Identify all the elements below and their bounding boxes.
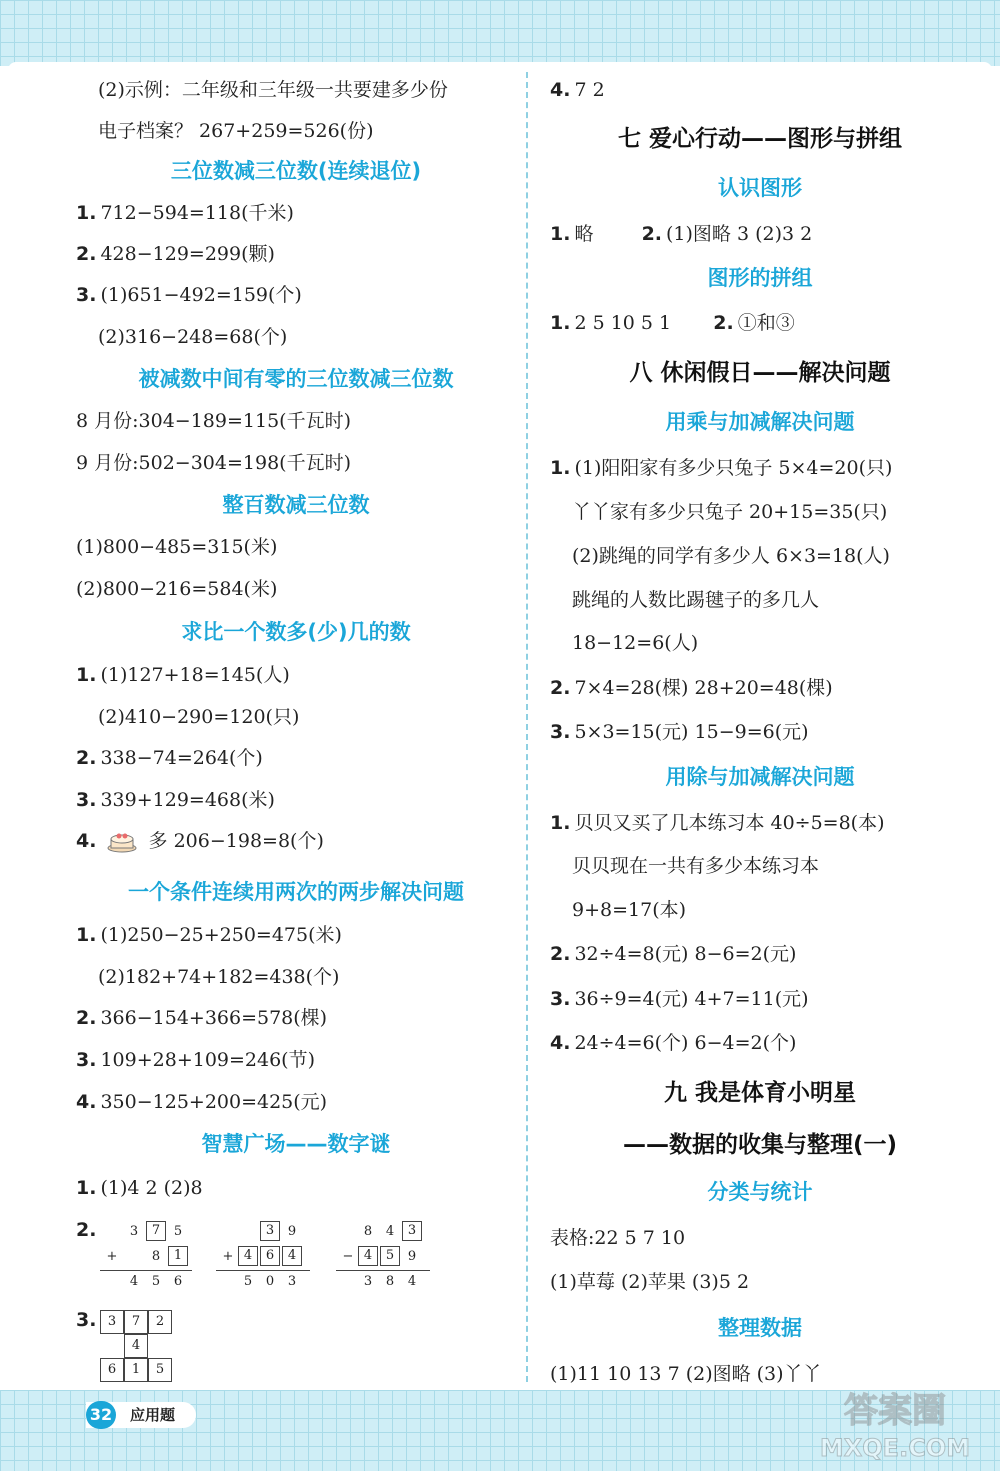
answer-line: 跳绳的人数比踢毽子的多几人 <box>572 589 820 611</box>
digit-puzzle-b <box>216 1220 312 1290</box>
answer-line: 1. 712−594=118(千米) <box>76 202 294 224</box>
answer-line: 3. 109+28+109=246(节) <box>76 1049 316 1071</box>
answer-line: 2. 338−74=264(个) <box>76 747 263 769</box>
answer-line: 18−12=6(人) <box>572 632 699 654</box>
answer-line: 4. 350−125+200=425(元) <box>76 1091 328 1113</box>
answer-line: 2. 7×4=28(棵) 28+20=48(棵) <box>550 677 833 699</box>
puzzle-operator: + <box>106 1249 118 1264</box>
puzzle-digit: 9 <box>407 1249 417 1264</box>
puzzle-digit: 9 <box>287 1224 297 1239</box>
answer-line: 4. 7 2 <box>550 79 605 101</box>
puzzle-digit: 6 <box>173 1274 183 1289</box>
section-heading: 三位数减三位数(连续退位) <box>170 159 422 183</box>
answer-line: (1)800−485=315(米) <box>76 536 278 558</box>
watermark-logo <box>800 1380 990 1465</box>
section-heading: 认识图形 <box>718 176 802 200</box>
puzzle-box: 4 <box>238 1246 258 1266</box>
grid-cell: 1 <box>124 1358 148 1382</box>
grid-cell: 2 <box>148 1310 172 1334</box>
chapter-title: 九 我是体育小明星 <box>663 1080 856 1106</box>
answer-line: 1. 2 5 10 5 1 2. ①和③ <box>550 312 795 334</box>
puzzle-digit: 4 <box>385 1224 395 1239</box>
puzzle-box: 3 <box>260 1221 280 1241</box>
grid-cell: 6 <box>100 1358 124 1382</box>
top-grid-band <box>0 0 1000 66</box>
puzzle-operator: + <box>222 1249 234 1264</box>
answer-line: (2)410−290=120(只) <box>98 706 300 728</box>
puzzle-digit: 3 <box>129 1224 139 1239</box>
number-grid <box>100 1310 180 1384</box>
cake-icon <box>107 831 137 853</box>
answer-line: 9 月份:502−304=198(千瓦时) <box>76 452 351 474</box>
answer-line: 1. (1)阳阳家有多少只兔子 5×4=20(只) <box>550 457 893 479</box>
answer-line: 2. 32÷4=8(元) 8−6=2(元) <box>550 943 797 965</box>
puzzle-box: 6 <box>260 1246 280 1266</box>
answer-line: 3. 36÷9=4(元) 4+7=11(元) <box>550 988 809 1010</box>
page-top-edge <box>8 62 992 70</box>
puzzle-digit: 8 <box>385 1274 395 1289</box>
grid-cell: 7 <box>124 1310 148 1334</box>
section-heading: 分类与统计 <box>707 1180 813 1204</box>
section-heading: 智慧广场——数字谜 <box>201 1132 391 1156</box>
digit-puzzle-a <box>100 1220 192 1290</box>
answer-line: 3. 5×3=15(元) 15−9=6(元) <box>550 721 809 743</box>
answer-line: 丫丫家有多少只兔子 20+15=35(只) <box>572 501 888 523</box>
section-heading: 求比一个数多(少)几的数 <box>181 620 411 644</box>
grid-cell: 4 <box>124 1334 148 1358</box>
puzzle-box: 4 <box>358 1246 378 1266</box>
answer-line: 3. <box>76 1309 97 1331</box>
footer-label: 应用题 <box>130 1406 176 1424</box>
answer-line: (2)316−248=68(个) <box>98 326 288 348</box>
puzzle-box: 1 <box>168 1246 188 1266</box>
puzzle-digit: 5 <box>243 1274 253 1289</box>
puzzle-box: 4 <box>282 1246 302 1266</box>
answer-line: 1. (1)4 2 (2)8 <box>76 1177 203 1199</box>
answer-line: 1. 贝贝又买了几本练习本 40÷5=8(本) <box>550 812 885 834</box>
puzzle-digit: 4 <box>407 1274 417 1289</box>
answer-line: 表格:22 5 7 10 <box>550 1227 686 1249</box>
puzzle-rule <box>336 1270 430 1271</box>
puzzle-digit: 5 <box>173 1224 183 1239</box>
answer-line: 1. 略 2. (1)图略 3 (2)3 2 <box>550 223 813 245</box>
answer-line: 2. 366−154+366=578(棵) <box>76 1007 328 1029</box>
answer-line: 贝贝现在一共有多少本练习本 <box>572 855 820 877</box>
answer-line: 2. 428−129=299(颗) <box>76 243 275 265</box>
puzzle-digit: 8 <box>151 1249 161 1264</box>
puzzle-box: 3 <box>402 1221 422 1241</box>
section-heading: 被减数中间有零的三位数减三位数 <box>138 367 454 391</box>
answer-line: 9+8=17(本) <box>572 899 687 921</box>
answer-line: 2. <box>76 1219 97 1241</box>
answer-line: (2)800−216=584(米) <box>76 578 278 600</box>
page-number: 32 <box>86 1401 116 1429</box>
answer-line: 4. 24÷4=6(个) 6−4=2(个) <box>550 1032 797 1054</box>
intro-line-2: 电子档案？ 267+259=526(份) <box>98 120 374 142</box>
section-heading: 整理数据 <box>718 1316 802 1340</box>
puzzle-operator: − <box>342 1249 354 1264</box>
section-heading: 整百数减三位数 <box>222 493 370 517</box>
puzzle-digit: 8 <box>363 1224 373 1239</box>
puzzle-digit: 3 <box>363 1274 373 1289</box>
digit-puzzle-c <box>336 1220 432 1290</box>
grid-cell: 5 <box>148 1358 172 1382</box>
answer-line: (2)跳绳的同学有多少人 6×3=18(人) <box>572 545 890 567</box>
grid-cell: 3 <box>100 1310 124 1334</box>
watermark-line-1: 答案圈 <box>844 1391 946 1431</box>
answer-line: (1)草莓 (2)苹果 (3)5 2 <box>550 1271 750 1293</box>
answer-line: 1. (1)127+18=145(人) <box>76 664 290 686</box>
intro-line-1: (2)示例：二年级和三年级一共要建多少份 <box>98 79 448 101</box>
chapter-title: 七 爱心行动——图形与拼组 <box>617 126 902 152</box>
answer-line: 3. 339+129=468(米) <box>76 789 275 811</box>
puzzle-digit: 3 <box>287 1274 297 1289</box>
puzzle-box: 5 <box>380 1246 400 1266</box>
chapter-title: 八 休闲假日——解决问题 <box>629 360 891 386</box>
section-heading: 用乘与加减解决问题 <box>665 410 855 434</box>
chapter-subtitle: ——数据的收集与整理(一) <box>622 1132 898 1158</box>
puzzle-digit: 5 <box>151 1274 161 1289</box>
section-heading: 一个条件连续用两次的两步解决问题 <box>128 880 464 904</box>
section-heading: 图形的拼组 <box>707 266 813 290</box>
puzzle-rule <box>100 1270 192 1271</box>
puzzle-digit: 4 <box>129 1274 139 1289</box>
watermark-line-2: MXQE.COM <box>819 1434 971 1462</box>
puzzle-digit: 0 <box>265 1274 275 1289</box>
column-divider <box>526 72 528 1382</box>
answer-line: 1. (1)250−25+250=475(米) <box>76 924 342 946</box>
puzzle-box: 7 <box>146 1221 166 1241</box>
answer-line: 4. 多 206−198=8(个) <box>76 830 324 852</box>
answer-line: 3. (1)651−492=159(个) <box>76 284 302 306</box>
section-heading: 用除与加减解决问题 <box>665 765 855 789</box>
answer-line: 8 月份:304−189=115(千瓦时) <box>76 410 351 432</box>
puzzle-rule <box>216 1270 310 1271</box>
answer-line: (2)182+74+182=438(个) <box>98 966 340 988</box>
answer-line: (1)11 10 13 7 (2)图略 (3)丫丫 <box>550 1363 822 1385</box>
